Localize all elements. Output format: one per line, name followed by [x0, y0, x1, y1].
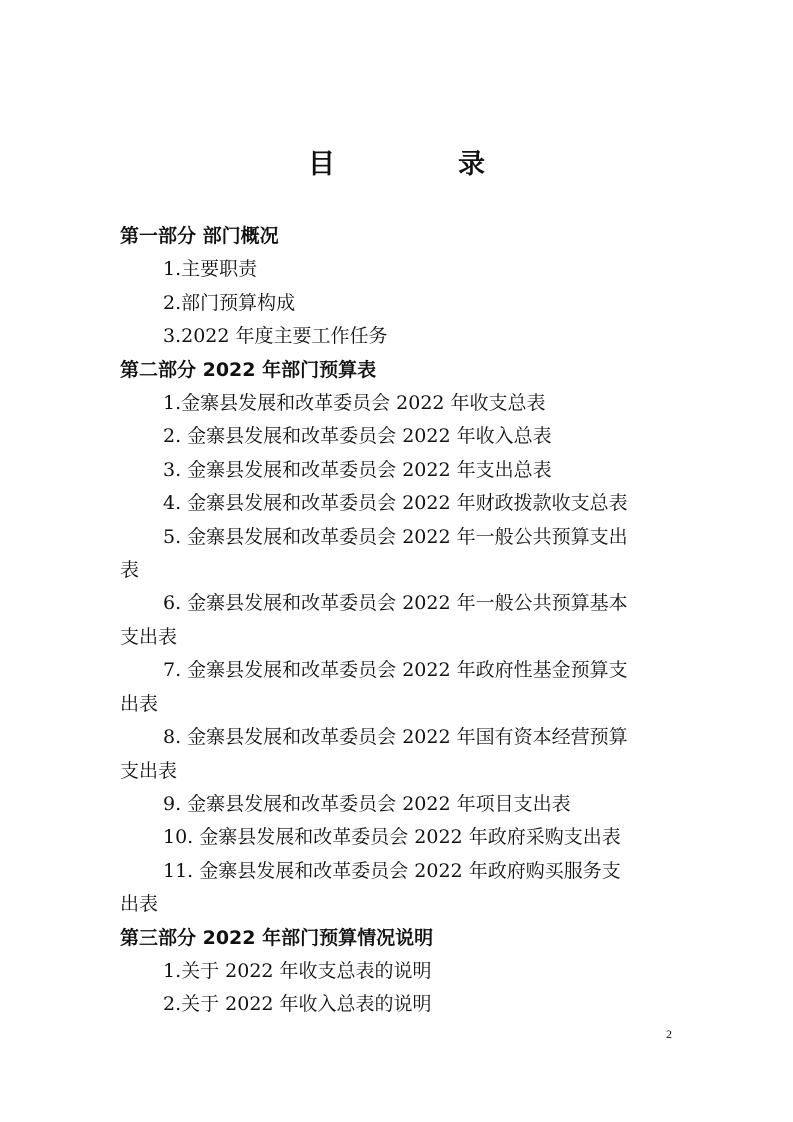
toc-entry-continuation: 支出表 — [120, 625, 178, 648]
toc-entry: 4. 金寨县发展和改革委员会 2022 年财政拨款收支总表 — [163, 492, 628, 515]
toc-entry: 6. 金寨县发展和改革委员会 2022 年一般公共预算基本 — [163, 592, 628, 615]
part-heading: 第三部分 2022 年部门预算情况说明 — [120, 926, 434, 949]
toc-entry: 2.部门预算构成 — [163, 291, 296, 314]
toc-entry: 9. 金寨县发展和改革委员会 2022 年项目支出表 — [163, 792, 571, 815]
toc-entry-continuation: 出表 — [120, 692, 159, 715]
toc-entry-continuation: 支出表 — [120, 759, 178, 782]
toc-entry: 3.2022 年度主要工作任务 — [163, 325, 388, 348]
part-heading: 第一部分 部门概况 — [120, 225, 279, 247]
toc-entry: 2.关于 2022 年收入总表的说明 — [163, 993, 432, 1016]
toc-entry: 11. 金寨县发展和改革委员会 2022 年政府购买服务支 — [163, 859, 621, 882]
toc-entry-continuation: 表 — [120, 559, 140, 582]
toc-entry: 2. 金寨县发展和改革委员会 2022 年收入总表 — [163, 425, 552, 448]
toc-entry-continuation: 出表 — [120, 893, 159, 916]
part-heading: 第二部分 2022 年部门预算表 — [120, 358, 377, 381]
toc-entry: 10. 金寨县发展和改革委员会 2022 年政府采购支出表 — [163, 826, 621, 849]
table-of-contents — [120, 220, 680, 1022]
toc-entry: 8. 金寨县发展和改革委员会 2022 年国有资本经营预算 — [163, 726, 628, 749]
page-number: 2 — [666, 1027, 672, 1041]
toc-entry: 1.主要职责 — [163, 258, 258, 281]
toc-entry: 7. 金寨县发展和改革委员会 2022 年政府性基金预算支 — [163, 659, 628, 682]
toc-entry: 1.金寨县发展和改革委员会 2022 年收支总表 — [163, 392, 546, 415]
toc-entry: 1.关于 2022 年收支总表的说明 — [163, 959, 432, 982]
toc-entry: 5. 金寨县发展和改革委员会 2022 年一般公共预算支出 — [163, 525, 628, 548]
page-title: 目 录 — [308, 149, 533, 180]
toc-entry: 3. 金寨县发展和改革委员会 2022 年支出总表 — [163, 458, 552, 481]
